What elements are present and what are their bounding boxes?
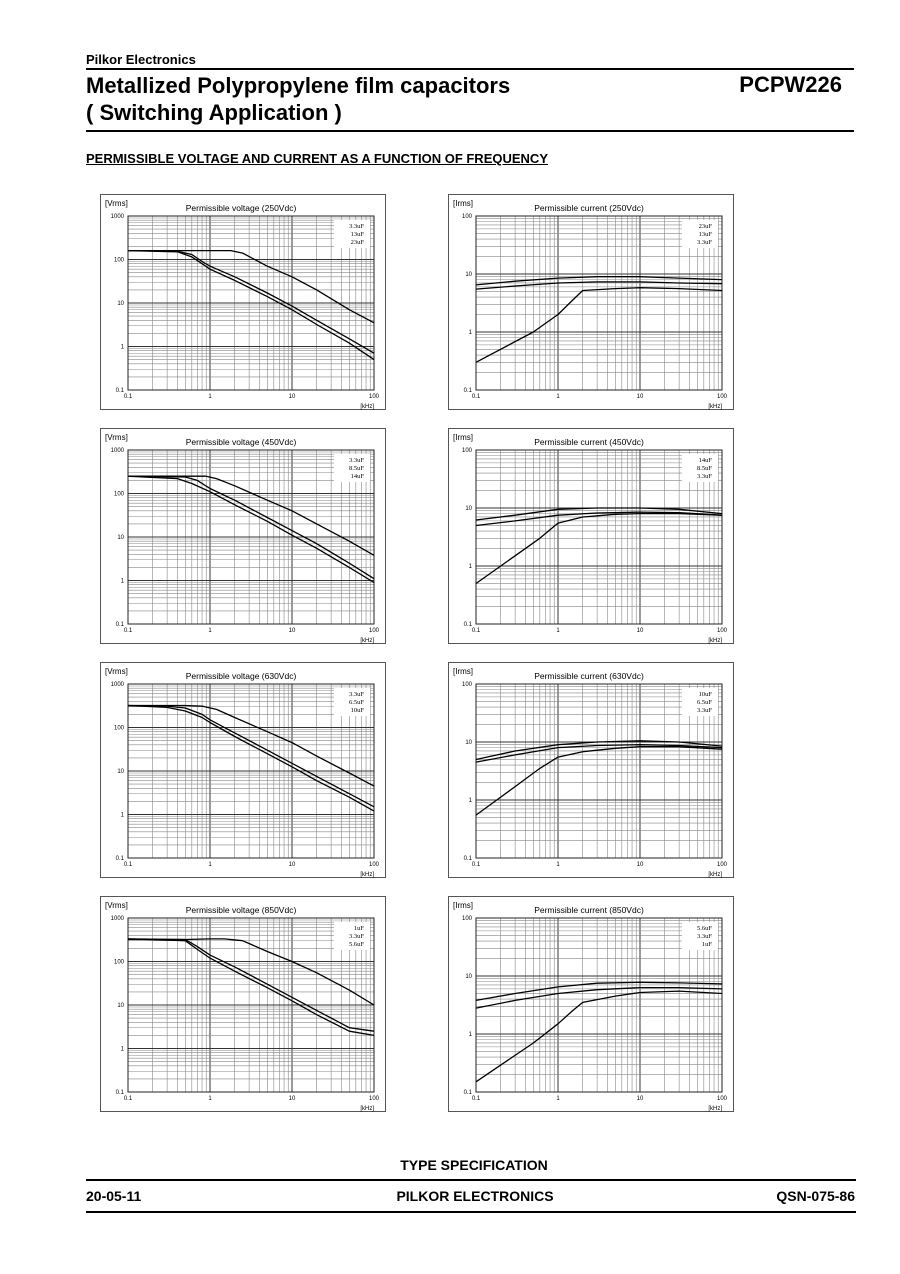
chart-svg: [449, 897, 735, 1113]
x-tick-label: 10: [636, 862, 644, 868]
y-tick-label: 0.1: [463, 1090, 472, 1096]
legend-item: 10uF: [350, 707, 364, 714]
legend-item: 13uF: [350, 231, 364, 238]
y-tick-label: 1000: [110, 214, 124, 220]
legend: [334, 688, 370, 716]
legend-item: 14uF: [698, 457, 712, 464]
section-title: PERMISSIBLE VOLTAGE AND CURRENT AS A FUNCTION OF FREQUENCY: [86, 151, 548, 166]
footer-date: 20-05-11: [86, 1188, 142, 1204]
legend-item: 23uF: [698, 223, 712, 230]
y-axis-label: [Vrms]: [105, 901, 128, 910]
x-axis-label: [kHz]: [708, 638, 722, 644]
x-tick-label: 0.1: [471, 628, 481, 634]
y-axis-label: [Irms]: [453, 433, 473, 442]
y-tick-label: 0.1: [463, 388, 472, 394]
legend-item: 3.3uF: [697, 707, 712, 714]
y-tick-label: 100: [461, 214, 472, 220]
x-tick-label: 1: [556, 394, 560, 400]
legend-item: 14uF: [350, 473, 364, 480]
y-tick-label: 1000: [110, 448, 124, 454]
y-tick-label: 0.1: [463, 856, 472, 862]
legend-item: 8.5uF: [349, 465, 364, 472]
header-rule-bottom: [86, 130, 854, 132]
chart-svg: [449, 429, 735, 645]
x-tick-label: 100: [716, 862, 728, 868]
chart-title: Permissible voltage (450Vdc): [185, 437, 297, 447]
y-tick-label: 10: [465, 506, 472, 512]
chart-svg: [101, 195, 387, 411]
chart-title: Permissible voltage (250Vdc): [185, 203, 297, 213]
chart-svg: [449, 195, 735, 411]
chart-current-850vdc: [448, 896, 734, 1112]
y-tick-label: 0.1: [115, 622, 124, 628]
y-tick-label: 100: [113, 257, 124, 264]
x-tick-label: 1: [556, 1096, 560, 1102]
x-tick-label: 10: [288, 1096, 296, 1102]
x-tick-label: 1: [208, 862, 212, 868]
x-tick-label: 100: [368, 628, 380, 634]
y-tick-label: 100: [461, 682, 472, 688]
legend-item: 1uF: [701, 941, 712, 948]
x-tick-label: 10: [636, 628, 644, 634]
chart-title: Permissible voltage (850Vdc): [185, 905, 297, 915]
x-tick-label: 100: [716, 394, 728, 400]
x-axis-label: [kHz]: [360, 1106, 374, 1112]
x-tick-label: 0.1: [471, 394, 481, 400]
y-tick-label: 1: [120, 1046, 124, 1053]
x-tick-label: 10: [636, 1096, 644, 1102]
x-tick-label: 100: [368, 394, 380, 400]
legend-item: 3.3uF: [697, 239, 712, 246]
x-tick-label: 0.1: [123, 1096, 133, 1102]
chart-title: Permissible current (850Vdc): [534, 905, 644, 915]
legend: [334, 922, 370, 950]
legend-item: 13uF: [698, 231, 712, 238]
y-tick-label: 10: [465, 740, 472, 746]
legend-item: 8.5uF: [697, 465, 712, 472]
y-tick-label: 1000: [110, 682, 124, 688]
x-tick-label: 10: [288, 862, 296, 868]
legend: [682, 922, 718, 950]
legend: [682, 454, 718, 482]
x-axis-label: [kHz]: [708, 1106, 722, 1112]
x-axis-label: [kHz]: [360, 638, 374, 644]
legend-item: 3.3uF: [697, 933, 712, 940]
y-axis-label: [Vrms]: [105, 433, 128, 442]
chart-svg: [101, 429, 387, 645]
y-tick-label: 100: [113, 959, 124, 966]
series-line-3-3uf: [476, 747, 722, 815]
x-tick-label: 10: [288, 628, 296, 634]
y-tick-label: 0.1: [115, 856, 124, 862]
chart-title: Permissible voltage (630Vdc): [185, 671, 297, 681]
chart-title: Permissible current (630Vdc): [534, 671, 644, 681]
chart-svg: [101, 663, 387, 879]
y-tick-label: 10: [117, 769, 124, 775]
legend-item: 3.3uF: [349, 933, 364, 940]
y-tick-label: 1: [120, 578, 124, 585]
y-tick-label: 1: [468, 330, 472, 336]
legend-item: 6.5uF: [349, 699, 364, 706]
y-axis-label: [Irms]: [453, 199, 473, 208]
x-tick-label: 100: [716, 1096, 728, 1102]
legend-item: 5.6uF: [697, 925, 712, 932]
y-tick-label: 0.1: [115, 388, 124, 394]
y-tick-label: 1: [468, 798, 472, 804]
x-tick-label: 1: [208, 394, 212, 400]
x-tick-label: 0.1: [123, 394, 133, 400]
chart-svg: [449, 663, 735, 879]
chart-svg: [101, 897, 387, 1113]
series-line-14uf: [128, 476, 374, 582]
y-tick-label: 0.1: [115, 1090, 124, 1096]
footer-company: PILKOR ELECTRONICS: [396, 1188, 554, 1204]
y-tick-label: 0.1: [463, 622, 472, 628]
series-line-8-5uf: [128, 476, 374, 579]
y-axis-label: [Vrms]: [105, 199, 128, 208]
chart-voltage-630vdc: [100, 662, 386, 878]
x-tick-label: 1: [208, 1096, 212, 1102]
chart-voltage-250vdc: [100, 194, 386, 410]
x-tick-label: 10: [636, 394, 644, 400]
series-line-3-3uf: [128, 939, 374, 1031]
x-tick-label: 1: [556, 862, 560, 868]
y-tick-label: 10: [117, 301, 124, 307]
y-axis-label: [Irms]: [453, 667, 473, 676]
x-tick-label: 100: [368, 1096, 380, 1102]
chart-current-630vdc: [448, 662, 734, 878]
x-tick-label: 0.1: [123, 862, 133, 868]
legend-item: 3.3uF: [349, 457, 364, 464]
x-tick-label: 0.1: [471, 862, 481, 868]
y-tick-label: 100: [461, 916, 472, 922]
header-rule-top: [86, 68, 854, 70]
legend-item: 6.5uF: [697, 699, 712, 706]
y-tick-label: 10: [117, 1003, 124, 1009]
title-line-1: Metallized Polypropylene film capacitors: [86, 73, 511, 98]
legend-item: 3.3uF: [349, 223, 364, 230]
y-tick-label: 1: [120, 344, 124, 351]
chart-title: Permissible current (450Vdc): [534, 437, 644, 447]
footer-doc-type: TYPE SPECIFICATION: [400, 1157, 548, 1173]
legend: [334, 220, 370, 248]
y-tick-label: 1: [120, 812, 124, 819]
y-axis-label: [Vrms]: [105, 667, 128, 676]
footer-doc-number: QSN-075-86: [776, 1188, 855, 1204]
title-line-2: ( Switching Application ): [86, 100, 342, 125]
chart-title: Permissible current (250Vdc): [534, 203, 644, 213]
y-tick-label: 1: [468, 564, 472, 570]
series-line-3-3uf: [128, 476, 374, 555]
part-number: PCPW226: [739, 72, 842, 97]
chart-current-250vdc: [448, 194, 734, 410]
legend-item: 1uF: [353, 925, 364, 932]
x-tick-label: 10: [288, 394, 296, 400]
legend: [682, 688, 718, 716]
x-tick-label: 100: [716, 628, 728, 634]
y-tick-label: 100: [113, 491, 124, 498]
y-axis-label: [Irms]: [453, 901, 473, 910]
y-tick-label: 100: [461, 448, 472, 454]
legend-item: 5.6uF: [349, 941, 364, 948]
x-axis-label: [kHz]: [708, 404, 722, 410]
series-line-10uf: [128, 706, 374, 812]
y-tick-label: 10: [465, 272, 472, 278]
x-tick-label: 100: [368, 862, 380, 868]
footer-rule-top: [86, 1179, 856, 1181]
legend: [682, 220, 718, 248]
y-tick-label: 10: [117, 535, 124, 541]
chart-voltage-450vdc: [100, 428, 386, 644]
x-axis-label: [kHz]: [708, 872, 722, 878]
series-line-3-3uf: [476, 988, 722, 1009]
series-line-3-3uf: [476, 288, 722, 363]
x-tick-label: 1: [208, 628, 212, 634]
company-name: Pilkor Electronics: [86, 52, 196, 67]
legend: [334, 454, 370, 482]
chart-current-450vdc: [448, 428, 734, 644]
y-tick-label: 1: [468, 1032, 472, 1038]
footer-rule-bottom: [86, 1211, 856, 1213]
legend-item: 23uF: [350, 239, 364, 246]
y-tick-label: 100: [113, 725, 124, 732]
page-title: [86, 72, 510, 126]
x-tick-label: 0.1: [123, 628, 133, 634]
legend-item: 10uF: [698, 691, 712, 698]
x-tick-label: 1: [556, 628, 560, 634]
y-tick-label: 1000: [110, 916, 124, 922]
x-axis-label: [kHz]: [360, 404, 374, 410]
legend-item: 3.3uF: [349, 691, 364, 698]
x-tick-label: 0.1: [471, 1096, 481, 1102]
chart-voltage-850vdc: [100, 896, 386, 1112]
legend-item: 3.3uF: [697, 473, 712, 480]
y-tick-label: 10: [465, 974, 472, 980]
x-axis-label: [kHz]: [360, 872, 374, 878]
